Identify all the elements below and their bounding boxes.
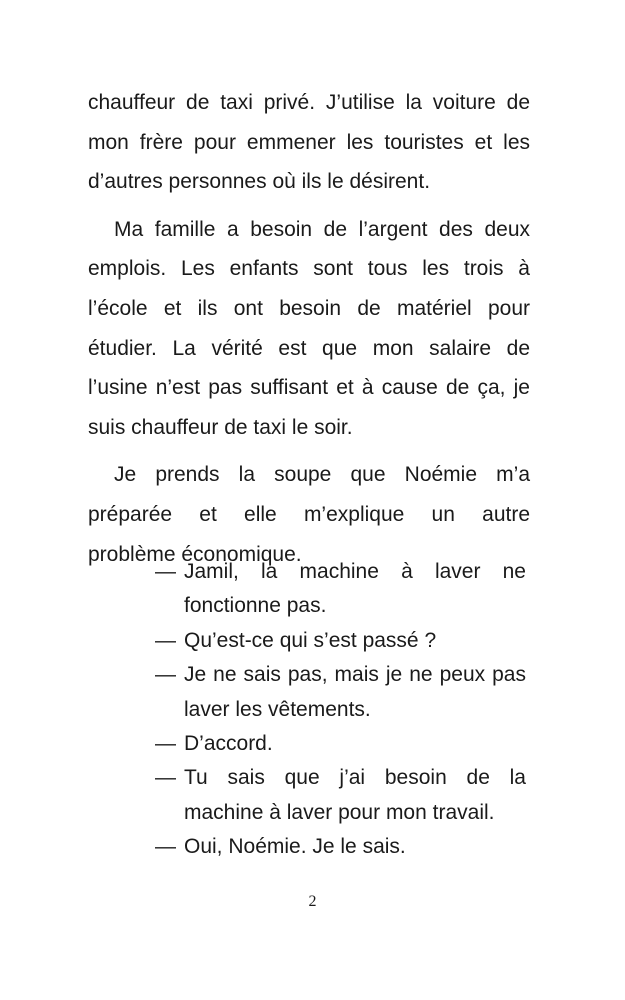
text-line: étudier. La vérité est que mon salaire de [88, 336, 530, 360]
page-number: 2 [308, 893, 317, 910]
dialogue-line [155, 658, 526, 727]
text-line: emplois. Les enfants sont tous les trois à [88, 257, 530, 281]
text-line: Je prends la soupe que Noémie m’a [114, 463, 530, 487]
text-line: mon frère pour emmener les touristes et les [88, 130, 530, 154]
text-line: D’accord. [184, 731, 273, 755]
em-dash: — [155, 766, 176, 790]
text-line: fonctionne pas. [184, 594, 327, 618]
em-dash: — [155, 560, 176, 583]
em-dash: — [155, 628, 176, 652]
dialogue-line [155, 624, 526, 658]
text-line: chauffeur de taxi privé. J’utilise la voiture de [88, 91, 530, 114]
dialogue-line [155, 761, 526, 830]
text-line: préparée et elle m’explique un autre [88, 502, 530, 526]
em-dash: — [155, 731, 176, 755]
text-line: Tu sais que j’ai besoin de la [184, 766, 526, 790]
em-dash: — [155, 663, 176, 687]
text-line: Ma famille a besoin de l’argent des deux [114, 217, 530, 241]
paragraph [88, 210, 530, 448]
text-line: laver les vêtements. [184, 697, 371, 721]
dialogue-line [155, 830, 526, 864]
text-line: Je ne sais pas, mais je ne peux pas [184, 663, 526, 687]
text-line: problème économique. [88, 542, 302, 566]
paragraph [88, 83, 530, 202]
text-line: l’usine n’est pas suffisant et à cause de ça, je [88, 376, 530, 400]
dialogue-list [155, 555, 526, 865]
text-line: Oui, Noémie. Je le sais. [184, 835, 406, 859]
body-text [88, 83, 530, 582]
text-line: suis chauffeur de taxi le soir. [88, 415, 353, 439]
text-line: d’autres personnes où ils le désirent. [88, 170, 431, 194]
text-line: Jamil, la machine à laver ne [184, 560, 526, 583]
text-line: machine à laver pour mon travail. [184, 800, 495, 824]
em-dash: — [155, 835, 176, 859]
text-line: l’école et ils ont besoin de matériel pour [88, 296, 530, 320]
dialogue-line [155, 727, 526, 761]
text-line: Qu’est-ce qui s’est passé ? [184, 628, 437, 652]
dialogue-line [155, 555, 526, 624]
